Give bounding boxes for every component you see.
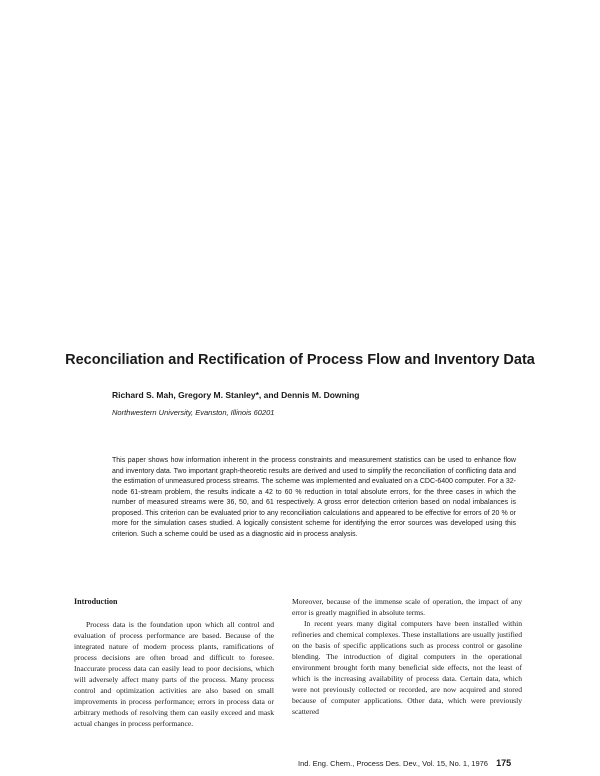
paper-title: Reconciliation and Rectification of Process Flow and Inventory Data: [65, 352, 535, 368]
section-heading-introduction: Introduction: [74, 597, 118, 606]
author-list: Richard S. Mah, Gregory M. Stanley*, and Dennis M. Downing: [112, 390, 360, 400]
right-column: [292, 596, 522, 717]
intro-paragraph-3: In recent years many digital computers have been installed within refineries and chemical complexes. These installations are usually justified on the basis of specific applications such as process control or gasoline blending. The introduction of digital computers in the operational environment brought forth many beneficial side effects, not the least of which is the increasing availability of process data. Certain data, which were not previously collected or recorded, are now acquired and stored because of computer applications. Other data, which were previously scattered: [292, 619, 522, 716]
intro-paragraph-2: Moreover, because of the immense scale of operation, the impact of any error is greatly magnified in absolute terms.: [292, 597, 522, 617]
left-column: [74, 596, 274, 729]
abstract: This paper shows how information inherent in the process constraints and measurement statistics can be used to enhance flow and inventory data. Two important graph-theoretic results are derived and used to simplify the reconciliation of conflicting data and the estimation of unmeasured process streams. The scheme was implemented and evaluated on a CDC-6400 computer. For a 32-node 61-stream problem, the results indicate a 42 to 60 % reduction in total absolute errors, for the three cases in which the number of measured streams were 36, 50, and 61 respectively. A gross error detection criterion based on nodal imbalances is proposed. This criterion can be evaluated prior to any reconciliation calculations and appeared to be effective for errors of 20 % or more for the simulation cases studied. A logically consistent scheme for identifying the error sources was developed using this criterion. Such a scheme could be used as a diagnostic aid in process analysis.: [112, 457, 516, 538]
page-footer: [298, 758, 511, 768]
journal-citation: Ind. Eng. Chem., Process Des. Dev., Vol. 15, No. 1, 1976: [298, 759, 488, 768]
page-number: 175: [496, 758, 512, 768]
intro-paragraph-1: Process data is the foundation upon which all control and evaluation of process performance are based. Because of the integrated nature of modern process plants, ramifications of process decisions are often broad and difficult to foresee. Inaccurate process data can easily lead to poor decisions, which will adversely affect many parts of the process. Many process control and optimization activities are also based on small improvements in process performance; errors in process data or arbitrary methods of resolving them can easily exceed and mask actual changes in process performance.: [74, 620, 274, 728]
affiliation: Northwestern University, Evanston, Illinois 60201: [112, 408, 275, 417]
